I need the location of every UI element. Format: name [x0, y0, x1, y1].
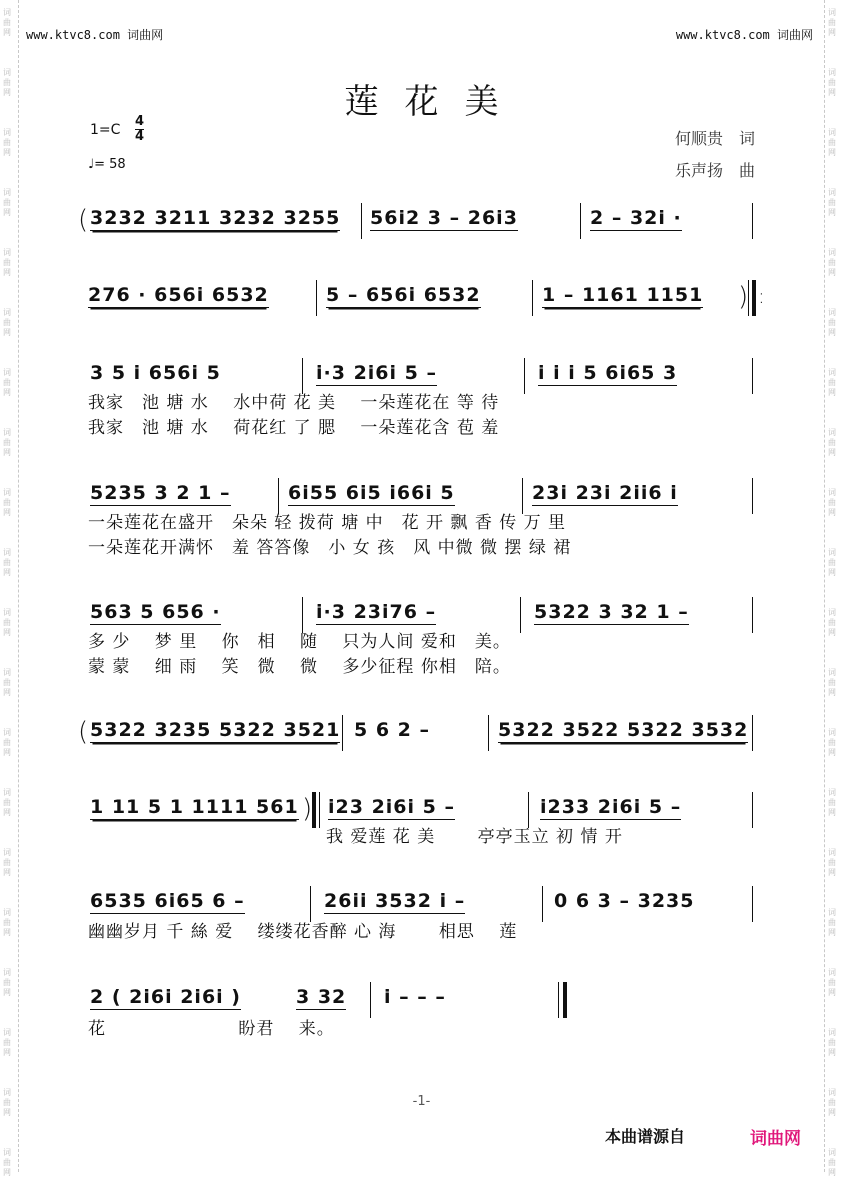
lyric-line-ending: 花 盼君 来。 — [88, 1019, 335, 1039]
page-number: -1- — [412, 1094, 431, 1109]
measure-1: 5322 3235 5322 3521 — [90, 719, 341, 741]
barline — [370, 982, 371, 1018]
watermark-text: 词曲网 — [828, 428, 836, 457]
barline — [580, 203, 581, 239]
measure-3: 1 – 1161 1151 — [542, 284, 704, 306]
repeat-dots: : — [758, 284, 765, 308]
watermark-text: 词曲网 — [828, 608, 836, 637]
barline — [316, 280, 317, 316]
watermark-text: 词曲网 — [3, 548, 11, 577]
watermark-text: 词曲网 — [3, 1088, 11, 1117]
barline — [752, 203, 753, 239]
open-paren: ( — [78, 717, 89, 747]
watermark-text: 词曲网 — [3, 368, 11, 397]
lyric-line-verse-1: 一朵莲花在盛开 朵朵 轻 拨荷 塘 中 花 开 飘 香 传 万 里 — [88, 513, 567, 533]
meter-top: 4 — [135, 114, 145, 129]
watermark-text: 词曲网 — [828, 368, 836, 397]
barline — [752, 358, 753, 394]
lyric-line-verse-2: 一朵莲花开满怀 羞 答答像 小 女 孩 风 中微 微 摆 绿 裙 — [88, 538, 572, 558]
repeat-barline — [752, 280, 756, 316]
watermark-text: 词曲网 — [828, 848, 836, 877]
measure-3: i i i 5 6i65 3 — [538, 362, 678, 384]
measure-2: 56i2 3 – 26i3 — [370, 207, 518, 229]
barline — [361, 203, 362, 239]
watermark-text: 词曲网 — [828, 248, 836, 277]
measure-2: i·3 2i6i 5 – — [316, 362, 437, 384]
watermark-text: 词曲网 — [3, 908, 11, 937]
close-paren: ) — [738, 282, 749, 312]
measure-2: i – – – — [384, 986, 446, 1008]
measure-1-pickup: 3 32 — [296, 986, 347, 1008]
watermark-text: 词曲网 — [828, 548, 836, 577]
watermark-text: 词曲网 — [828, 308, 836, 337]
lyric-line-chorus: 我 爱莲 花 美 亭亭玉立 初 情 开 — [326, 827, 623, 847]
measure-3: 0 6 3 – 3235 — [554, 890, 695, 912]
lyricist-credit: 何顺贵 词 — [674, 129, 755, 148]
close-paren: ) — [302, 794, 313, 824]
measure-1: 1 11 5 1 1111 561 — [90, 796, 299, 818]
watermark-text: 词曲网 — [3, 128, 11, 157]
watermark-text: 词曲网 — [3, 8, 11, 37]
watermark-text: 词曲网 — [828, 1148, 836, 1177]
measure-3: 23i 23i 2ii6 i — [532, 482, 678, 504]
song-title: 莲花美 — [344, 82, 525, 122]
watermark-text: 词曲网 — [3, 1028, 11, 1057]
watermark-text: 词曲网 — [828, 128, 836, 157]
watermark-text: 词曲网 — [3, 788, 11, 817]
measure-3: 5322 3522 5322 3532 — [498, 719, 749, 741]
barline — [532, 280, 533, 316]
meter-bottom: 4 — [135, 129, 145, 144]
final-barline — [563, 982, 567, 1018]
lyric-line-verse-1: 我家 池 塘 水 水中荷 花 美 一朵莲花在 等 待 — [88, 393, 500, 413]
barline — [752, 792, 753, 828]
tempo-marking: ♩= 58 — [88, 157, 126, 172]
measure-3: 5322 3 32 1 – — [534, 601, 689, 623]
measure-1: 2 ( 2i6i 2i6i ) — [90, 986, 241, 1008]
measure-1: 5235 3 2 1 – — [90, 482, 231, 504]
lyric-line-verse-2: 我家 池 塘 水 荷花红 了 腮 一朵莲花含 苞 羞 — [88, 418, 500, 438]
lyric-line-verse-2: 蒙 蒙 细 雨 笑 微 微 多少征程 你相 陪。 — [88, 657, 511, 677]
source-label: 本曲谱源自 — [605, 1127, 686, 1146]
watermark-text: 词曲网 — [828, 188, 836, 217]
measure-2: i23 2i6i 5 – — [328, 796, 455, 818]
watermark-text: 词曲网 — [3, 488, 11, 517]
measure-2: 5 6 2 – — [354, 719, 431, 741]
barline — [342, 715, 343, 751]
watermark-text: 词曲网 — [3, 308, 11, 337]
measure-1: 276 · 656i 6532 — [88, 284, 269, 306]
header-site-left[interactable]: www.ktvc8.com 词曲网 — [26, 28, 164, 42]
measure-1: 3232 3211 3232 3255 — [90, 207, 341, 229]
score-system-2 — [88, 280, 768, 324]
measure-3: i233 2i6i 5 – — [540, 796, 682, 818]
measure-3: 2 – 32i · — [590, 207, 682, 229]
barline — [748, 280, 749, 316]
watermark-text: 词曲网 — [828, 1028, 836, 1057]
watermark-text: 词曲网 — [3, 608, 11, 637]
barline — [752, 715, 753, 751]
measure-1: 6535 6i65 6 – — [90, 890, 245, 912]
watermark-text: 词曲网 — [828, 788, 836, 817]
open-paren: ( — [78, 205, 89, 235]
measure-2: 26ii 3532 i – — [324, 890, 466, 912]
key-signature: 1=C — [90, 122, 121, 138]
brand-link[interactable]: 词曲网 — [750, 1129, 801, 1149]
watermark-text: 词曲网 — [3, 728, 11, 757]
barline — [542, 886, 543, 922]
measure-1: 3 5 i 656i 5 — [90, 362, 221, 384]
watermark-text: 词曲网 — [828, 1088, 836, 1117]
watermark-text: 词曲网 — [828, 488, 836, 517]
header-site-right[interactable]: www.ktvc8.com 词曲网 — [675, 28, 813, 42]
watermark-text: 词曲网 — [3, 68, 11, 97]
measure-1: 563 5 656 · — [90, 601, 221, 623]
measure-2: i·3 23i76 – — [316, 601, 437, 623]
time-signature — [135, 115, 144, 144]
barline — [752, 886, 753, 922]
measure-2: 6i55 6i5 i66i 5 — [288, 482, 455, 504]
watermark-text: 词曲网 — [3, 428, 11, 457]
watermark-text: 词曲网 — [828, 968, 836, 997]
barline — [752, 597, 753, 633]
barline — [558, 982, 559, 1018]
watermark-text: 词曲网 — [828, 8, 836, 37]
watermark-text: 词曲网 — [3, 668, 11, 697]
watermark-text: 词曲网 — [3, 968, 11, 997]
barline — [752, 478, 753, 514]
barline — [488, 715, 489, 751]
barline — [520, 597, 521, 633]
watermark-text: 词曲网 — [3, 248, 11, 277]
score-system-1 — [78, 203, 758, 247]
measure-2: 5 – 656i 6532 — [326, 284, 481, 306]
watermark-text: 词曲网 — [3, 188, 11, 217]
lyric-line-verse-1: 多 少 梦 里 你 相 随 只为人间 爱和 美。 — [88, 632, 511, 652]
watermark-text: 词曲网 — [3, 848, 11, 877]
watermark-text: 词曲网 — [828, 728, 836, 757]
score-system-6 — [78, 715, 758, 759]
composer-credit: 乐声扬 曲 — [674, 161, 755, 180]
watermark-text: 词曲网 — [828, 908, 836, 937]
repeat-barline — [312, 792, 316, 828]
barline — [524, 358, 525, 394]
lyric-line-chorus: 幽幽岁月 千 絲 爱 缕缕花香醉 心 海 相思 莲 — [88, 922, 518, 942]
watermark-text: 词曲网 — [828, 68, 836, 97]
watermark-text: 词曲网 — [828, 668, 836, 697]
watermark-text: 词曲网 — [3, 1148, 11, 1177]
barline — [319, 792, 320, 828]
